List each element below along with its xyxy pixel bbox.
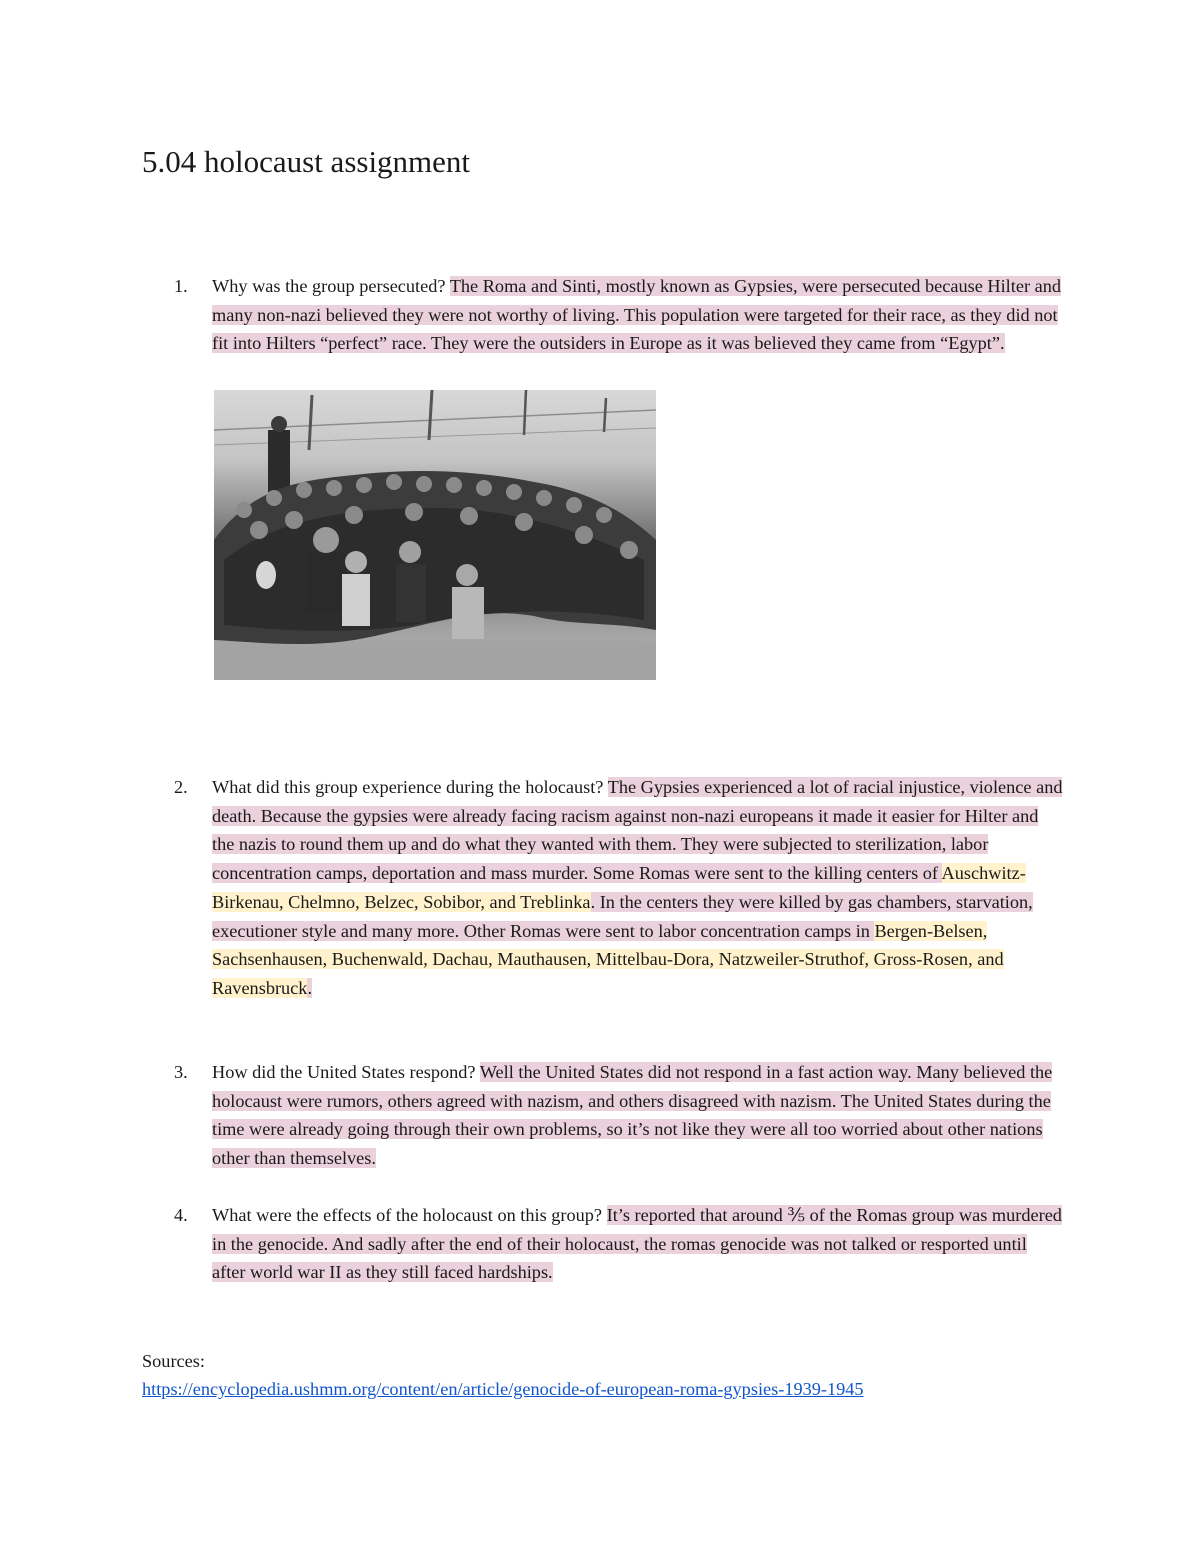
answer-text-part-3: . (307, 977, 313, 998)
answer-text-part-2: . In the centers they were killed by gas chambers, starvation, executioner style and many more. Other Romas were sent to labor concentration camps in (212, 891, 1033, 941)
document-title: 5.04 holocaust assignment (142, 144, 471, 179)
roma-group-photo (214, 390, 656, 680)
question-text: What were the effects of the holocaust on this group? (212, 1205, 607, 1225)
photo-illustration (214, 390, 656, 680)
question-number: 3. (174, 1062, 188, 1082)
answer-text: Well the United States did not respond in a fast action way. Many believed the holocaust were rumors, others agreed with nazism, and others disagreed with nazism. The United States during the time were already going through their own problems, so it’s not like they were all too worried about other nations other than themselves. (212, 1062, 1053, 1169)
question-item-1 (174, 272, 1064, 358)
question-number: 2. (174, 777, 188, 797)
answer-text-part-1: The Gypsies experienced a lot of racial injustice, violence and death. Because the gypsies were already facing racism against non-nazi europeans it made it easier for Hilter and the nazis to round them up and do what they wanted with them. They were subjected to sterilization, labor concentration camps, deportation and mass murder. Some Romas were sent to the killing centers of (212, 777, 1063, 884)
question-body (212, 773, 1064, 1003)
question-body (212, 1058, 1064, 1173)
question-item-4 (174, 1201, 1064, 1287)
killing-centers-list: Auschwitz-Birkenau, Chelmno, Belzec, Sobibor, and Treblinka (212, 863, 1026, 912)
question-item-3 (174, 1058, 1064, 1173)
labor-camps-list: Bergen-Belsen, Sachsenhausen, Buchenwald, Dachau, Mauthausen, Mittelbau-Dora, Natzweiler-Struthof, Gross-Rosen, and Ravensbruck (212, 920, 1004, 998)
question-text: How did the United States respond? (212, 1062, 480, 1082)
question-number: 1. (174, 276, 188, 296)
question-item-2 (174, 773, 1064, 1003)
answer-text: The Roma and Sinti, mostly known as Gypsies, were persecuted because Hilter and many non-nazi believed they were not worthy of living. This population were targeted for their race, as they did not fit into Hilters “perfect” race. They were the outsiders in Europe as it was believed they came from “Egypt”. (212, 276, 1062, 354)
source-link[interactable]: https://encyclopedia.ushmm.org/content/en/article/genocide-of-european-roma-gypsies-1939-1945 (142, 1379, 864, 1399)
question-text: Why was the group persecuted? (212, 276, 450, 296)
question-text: What did this group experience during the holocaust? (212, 777, 608, 797)
question-body (212, 272, 1064, 358)
answer-text: It’s reported that around ⅗ of the Romas group was murdered in the genocide. And sadly after the end of their holocaust, the romas genocide was not talked or resported until after world war II as they still faced hardships. (212, 1205, 1062, 1283)
question-number: 4. (174, 1205, 188, 1225)
sources-label: Sources: (142, 1351, 205, 1371)
question-body (212, 1201, 1064, 1287)
